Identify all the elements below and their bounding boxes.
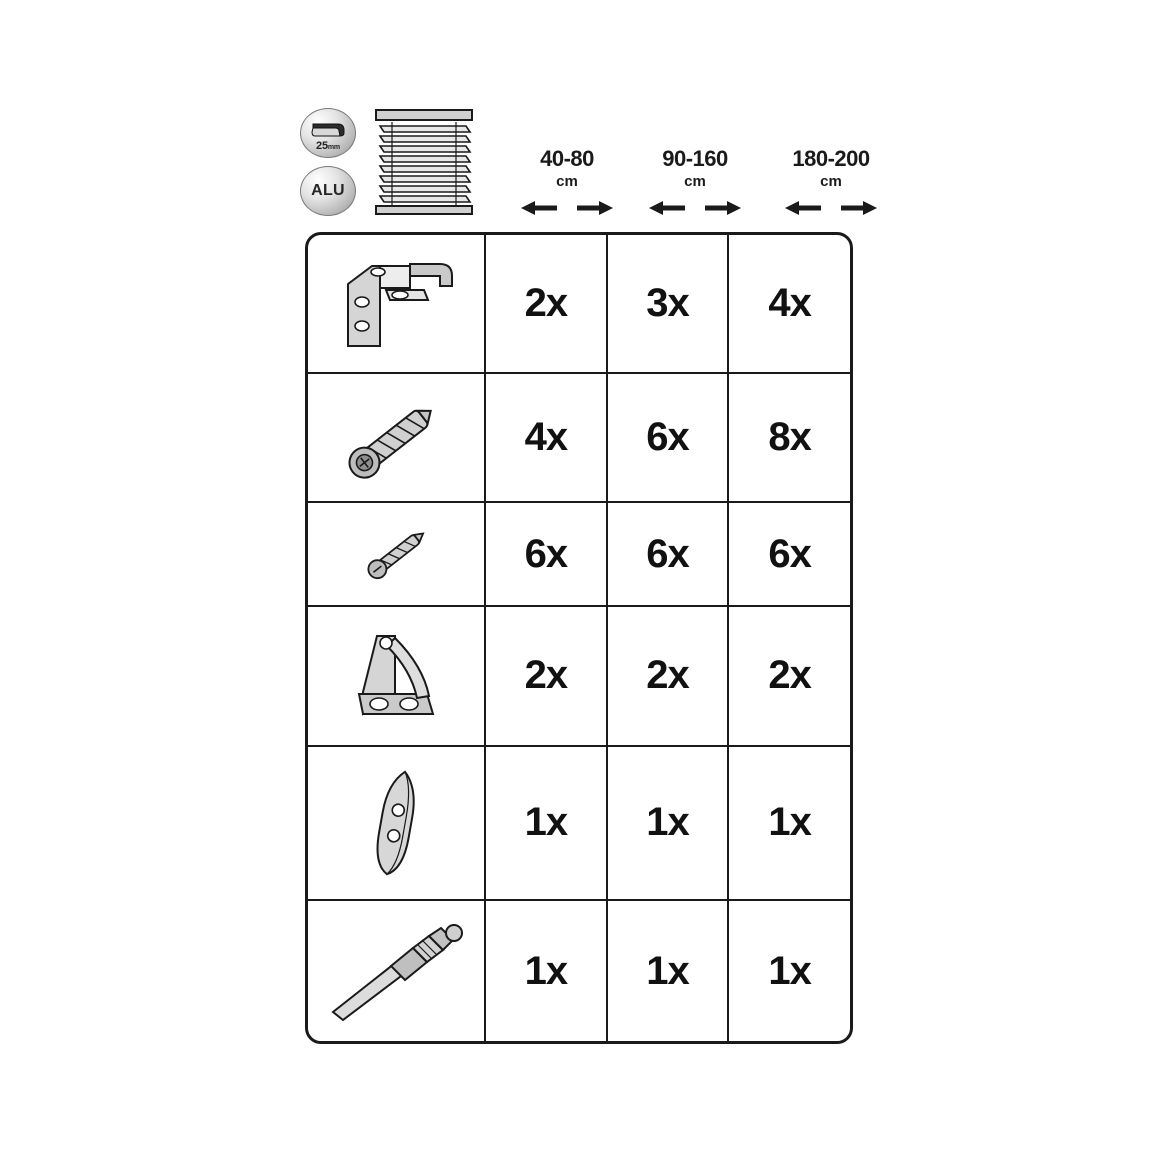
small-screw-icon xyxy=(308,503,484,605)
quantity-cell: 2x xyxy=(485,235,607,373)
table-row xyxy=(308,746,850,901)
size-range-label: 90-160 xyxy=(662,146,728,171)
quantity-cell: 6x xyxy=(485,502,607,606)
header xyxy=(300,100,870,228)
quantity-cell: 1x xyxy=(607,746,729,901)
table-row xyxy=(308,235,850,373)
size-unit-label: cm xyxy=(556,173,578,190)
tilt-wand-icon xyxy=(308,901,484,1041)
size-column-header-3 xyxy=(758,146,904,220)
table-row xyxy=(308,502,850,606)
part-cell xyxy=(308,900,485,1041)
width-arrow xyxy=(504,198,630,220)
quantity-cell: 8x xyxy=(728,373,850,502)
bracket-icon xyxy=(308,235,484,372)
part-cell xyxy=(308,235,485,373)
size-column-header-1 xyxy=(504,146,630,220)
quantity-cell: 6x xyxy=(607,502,729,606)
quantity-cell: 1x xyxy=(485,746,607,901)
parts-table xyxy=(305,232,853,1044)
quantity-cell: 1x xyxy=(607,900,729,1041)
badge-column xyxy=(300,108,362,220)
table-row xyxy=(308,606,850,745)
table-row xyxy=(308,900,850,1041)
quantity-cell: 3x xyxy=(607,235,729,373)
quantity-cell: 4x xyxy=(728,235,850,373)
part-cell xyxy=(308,373,485,502)
quantity-cell: 1x xyxy=(728,900,850,1041)
width-arrow xyxy=(758,198,904,220)
quantity-cell: 4x xyxy=(485,373,607,502)
material-badge xyxy=(300,166,356,216)
slat-width-label: 25mm xyxy=(316,140,340,152)
size-unit-label: cm xyxy=(820,173,842,190)
part-cell xyxy=(308,502,485,606)
venetian-blind-icon xyxy=(370,106,478,218)
size-range-label: 180-200 xyxy=(792,146,870,171)
material-label: ALU xyxy=(311,182,345,199)
quantity-cell: 2x xyxy=(607,606,729,745)
quantity-cell: 1x xyxy=(728,746,850,901)
size-column-header-2 xyxy=(632,146,758,220)
cord-cleat-icon xyxy=(308,747,484,900)
part-cell xyxy=(308,606,485,745)
size-range-label: 40-80 xyxy=(540,146,594,171)
corner-bracket-icon xyxy=(308,607,484,744)
quantity-cell: 2x xyxy=(485,606,607,745)
width-arrow xyxy=(632,198,758,220)
table-row xyxy=(308,373,850,502)
quantity-cell: 2x xyxy=(728,606,850,745)
wall-plug-screw-icon xyxy=(308,374,484,501)
part-cell xyxy=(308,746,485,901)
quantity-cell: 6x xyxy=(607,373,729,502)
quantity-cell: 1x xyxy=(485,900,607,1041)
slat-width-badge xyxy=(300,108,356,158)
size-unit-label: cm xyxy=(684,173,706,190)
quantity-cell: 6x xyxy=(728,502,850,606)
